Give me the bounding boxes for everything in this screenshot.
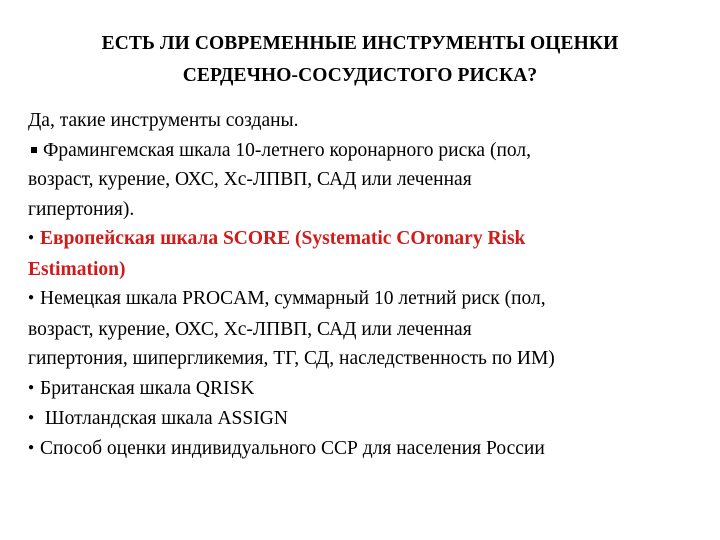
list-item-line: Estimation): [28, 258, 126, 280]
slide-body: [28, 106, 698, 465]
list-item-russia: [28, 434, 698, 464]
title-line-2: СЕРДЕЧНО-СОСУДИСТОГО РИСКА?: [182, 65, 538, 86]
list-item-line: гипертония, шипергликемия, ТГ, СД, наследственность по ИМ): [28, 348, 555, 370]
bullet-dot-icon: ●: [28, 232, 35, 244]
list-item-line: Способ оценки индивидуального ССР для населения России: [40, 438, 545, 460]
slide-title: [0, 28, 720, 92]
list-item-line: Фрамингемская шкала 10-летнего коронарного риска (пол,: [43, 139, 531, 161]
list-item-procam: [28, 284, 698, 374]
intro-text: Да, такие инструменты созданы.: [28, 110, 299, 131]
list-item-framingham: [28, 136, 698, 225]
bullet-dot-icon: ●: [28, 411, 35, 423]
list-item-qrisk: [28, 374, 698, 404]
list-item-score: [28, 224, 698, 284]
list-item-line: возраст, курение, ОХС, Хс-ЛПВП, САД или леченная: [28, 169, 472, 191]
list-item-line: Шотландская шкала ASSIGN: [40, 408, 288, 430]
bullet-dot-icon: ●: [28, 381, 35, 393]
bullet-dot-icon: ●: [28, 292, 35, 304]
title-line-1: ЕСТЬ ЛИ СОВРЕМЕННЫЕ ИНСТРУМЕНТЫ ОЦЕНКИ: [101, 33, 619, 54]
list-item-assign: [28, 404, 698, 434]
list-item-line: Британская шкала QRISK: [40, 377, 255, 399]
list-item-line: Европейская шкала SCORE (Systematic COronary Risk: [40, 228, 526, 250]
square-bullet-icon: [31, 147, 37, 153]
bullet-dot-icon: ●: [28, 442, 35, 454]
list-item-line: возраст, курение, ОХС, Хс-ЛПВП, САД или леченная: [28, 318, 472, 340]
list-item-line: Немецкая шкала PROCAM, суммарный 10 летний риск (пол,: [40, 288, 546, 310]
list-item-line: гипертония).: [28, 198, 135, 220]
